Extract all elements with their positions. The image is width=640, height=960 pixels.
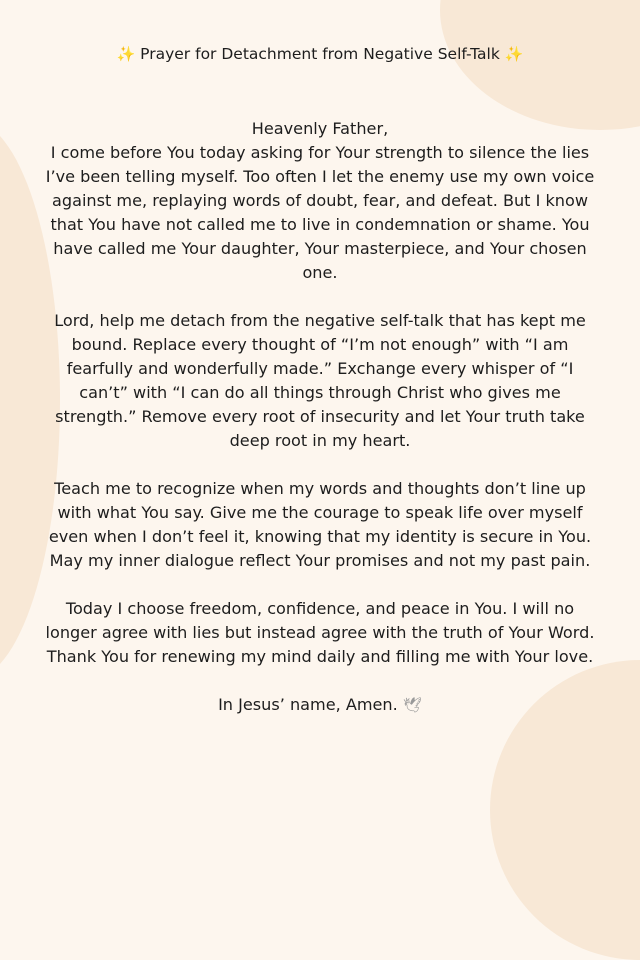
prayer-opening xyxy=(40,117,600,285)
prayer-paragraph: Teach me to recognize when my words and thoughts don’t line up with what You say. Give me the courage to speak life over myself even when I don’t feel it, knowing that my identity is secure in You. May my inner dialogue reflect Your promises and not my past pain. xyxy=(48,479,592,570)
sparkles-icon: ✨ xyxy=(116,45,136,63)
prayer-card xyxy=(40,0,600,800)
prayer-body xyxy=(40,117,600,717)
signoff-text: In Jesus’ name, Amen. xyxy=(218,695,398,714)
prayer-greeting: Heavenly Father, xyxy=(251,119,389,138)
prayer-signoff xyxy=(40,693,600,717)
title-row xyxy=(40,43,600,65)
prayer-paragraph: Today I choose freedom, confidence, and peace in You. I will no longer agree with lies but instead agree with the truth of Your Word. Thank You for renewing my mind daily and filling me with Your love. xyxy=(45,599,595,666)
sparkles-icon: ✨ xyxy=(504,45,524,63)
prayer-paragraph: I come before You today asking for Your strength to silence the lies I’ve been telling myself. Too often I let the enemy use my own voice against me, replaying words of doubt, fear, and defeat. But I know that You have not called me to live in condemnation or shame. You have called me Your daughter, Your masterpiece, and Your chosen one. xyxy=(45,143,595,282)
prayer-paragraph: Lord, help me detach from the negative self-talk that has kept me bound. Replace every thought of “I’m not enough” with “I am fearfully and wonderfully made.” Exchange every whisper of “I can’t” with “I can do all things through Christ who gives me strength.” Remove every root of insecurity and let Your truth take deep root in my heart. xyxy=(54,311,586,450)
page-title: Prayer for Detachment from Negative Self-Talk xyxy=(140,45,500,63)
dove-icon: 🕊 xyxy=(402,696,422,714)
